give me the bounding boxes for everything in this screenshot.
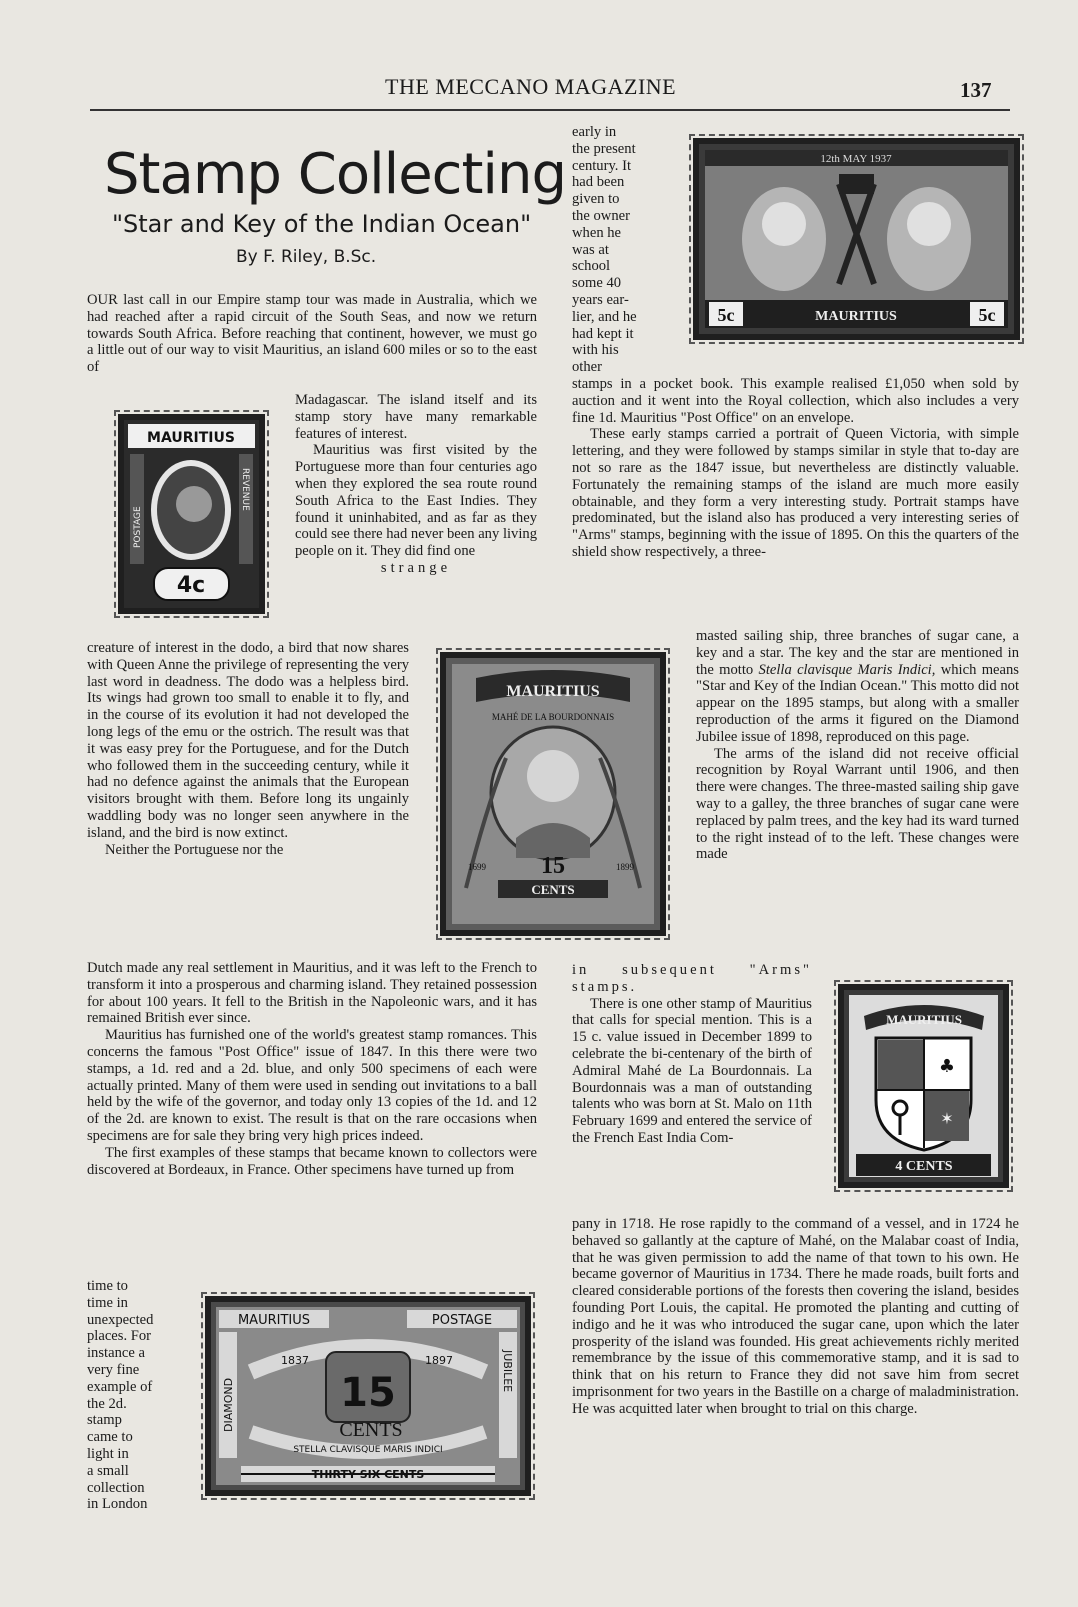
para-5: The first examples of these stamps that became known to collectors were discovered at Bordeaux, in France. Other specimens have turned up from xyxy=(87,1144,537,1178)
para-6-narrow xyxy=(572,124,672,376)
para-arms xyxy=(696,628,1019,863)
coronation-country: MAURITIUS xyxy=(815,309,897,324)
para-10 xyxy=(572,1216,1019,1418)
para-beside-4c xyxy=(295,392,537,577)
george-value: 4c xyxy=(176,573,206,598)
para-7: These early stamps carried a portrait of Queen Victoria, with simple lettering, and they were followed by stamps similar in style that to-day are not so rare as the 1847 issue, but nevertheless are distinctly valuable. Fortunately the remaining stamps of the island are much more easily obtainable, and they form a very interesting study. Portrait stamps have predominated, but the island also has produced a very interesting series of "Arms" stamps, beginning with the issue of 1895. On this the quarters of the shield show respectively, a three- xyxy=(572,426,1019,560)
george-country: MAURITIUS xyxy=(147,430,235,446)
para-1b: Madagascar. The island itself and its stamp story have many remarkable features of interest. xyxy=(295,392,537,442)
bourdonnais-stamp-image xyxy=(440,652,666,936)
arms-stamp-art xyxy=(844,990,1003,1182)
line: places. For xyxy=(87,1328,152,1345)
article-byline: By F. Riley, B.Sc. xyxy=(236,247,377,267)
para-9-block xyxy=(572,962,812,1147)
bourdonnais-country: MAURITIUS xyxy=(506,683,600,700)
jubilee-top-right: POSTAGE xyxy=(431,1313,493,1328)
arms-value: 4 CENTS xyxy=(895,1159,953,1174)
line: light in xyxy=(87,1445,129,1462)
line: time in xyxy=(87,1294,128,1311)
article-subtitle: "Star and Key of the Indian Ocean" xyxy=(112,210,532,238)
jubilee-year-left: 1837 xyxy=(281,1354,309,1367)
para-1a: OUR last call in our Empire stamp tour was made in Australia, which we had reached after a rapid circuit of the South Seas, and now we return towards South Africa. Before reaching that continent, however, we must go a little out of our way to visit Mauritius, an island 600 miles or so to the east of xyxy=(87,292,537,376)
line: the 2d. xyxy=(87,1395,127,1412)
bourdonnais-year-right: 1899 xyxy=(616,862,634,872)
para-2c: creature of interest in the dodo, a bird that now shares with Queen Anne the privilege of representing the very last word in deadness. The dodo was a helpless bird. Its wings had grown too small to enable it to fly, and in the course of its evolution it had not developed the long legs of the emu or the ostrich. The result was that it was easy prey for the Portuguese, and for the Dutch who followed them in the succeeding century, while it had no defence against the animals that the European visitors brought with them. Before long its ungainly waddling body was no longer seen anywhere in the island, and the bird is now extinct. xyxy=(87,640,409,841)
para-6b: stamps in a pocket book. This example realised £1,050 when sold by auction and it went into the Royal collection, which also includes a very fine 1d. Mauritius "Post Office" on an envelope. xyxy=(572,376,1019,426)
coronation-value-right: 5c xyxy=(978,305,996,325)
bourdonnais-scroll: MAHÉ DE LA BOURDONNAIS xyxy=(491,712,615,722)
para-2b: strange xyxy=(380,559,452,576)
star-icon: ✶ xyxy=(940,1109,954,1128)
para-7c: which means "Star and Key of the Indian Ocean." This motto did not appear on the 1895 stamps, but along with a smaller reproduction of the arms it figured on the Diamond Jubilee issue of 1898, reproduced on this page. xyxy=(696,661,1019,745)
para-9b: pany in 1718. He rose rapidly to the command of a vessel, and in 1724 he behaved so gallantly at the capture of Mahé, on the Malabar coast of India, that he was given permission to add the name of that town to his own. He became governor of Mauritius in 1734. There he made roads, built forts and cleared considerable portions of the forests then covering the island, besides founding Port Louis, the capital. He promoted the planting and cutting of indigo and he it was who introduced the sugar cane, upon which the later prosperity of the island was founded. His great achievements richly merited remembrance by the issue of this commemorative stamp, and it is sad to think that on his return to France they did not save him from secret imprisonment for two years in the Bastille on a charge of maladministration. He was acquitted later when brought to trial on this charge. xyxy=(572,1216,1019,1417)
para-4: Mauritius has furnished one of the world's greatest stamp romances. This concerns the famous "Post Office" issue of 1847. In this there were two stamps, a 1d. red and a 2d. blue, and only 500 specimens of each were actually printed. Many of them were used in sending out invitations to a ball held by the wife of the governor, and today only 13 copies of the 1d. and 12 of the 2d. are known to exist. The result is that on the rare occasions when specimens are for sale they bring very high prices indeed. xyxy=(87,1027,537,1144)
jubilee-value: 15 xyxy=(340,1370,396,1416)
george-left-label: POSTAGE xyxy=(133,506,143,548)
jubilee-stamp-image xyxy=(205,1296,531,1496)
page-number: 137 xyxy=(960,78,992,102)
arms-country: MAURITIUS xyxy=(886,1012,962,1027)
motto: Stella clavisque Maris Indici, xyxy=(758,661,936,678)
line: years ear- xyxy=(572,291,629,308)
para-8b: in subsequent "Arms" stamps. xyxy=(572,962,812,995)
line: had kept it xyxy=(572,325,634,342)
para-8: The arms of the island did not receive official recognition by Royal Warrant until 1906, and then there were changes. The three-masted sailing ship gave way to a galley, the three branches of sugar cane were replaced by palm trees, and the key had its ward turned to the right instead of to the left. These changes were made xyxy=(696,745,1019,863)
para-2a: Mauritius was first visited by the Portuguese more than four centuries ago when they explored the sea route round South Africa to the East Indies. They found it uninhabited, and as far as they could see there had never been any living people on it. They did find one xyxy=(295,442,537,560)
para-royal xyxy=(572,376,1019,561)
article-headline: Stamp Collecting xyxy=(104,142,566,207)
line: in London xyxy=(87,1496,148,1513)
jubilee-top-left: MAURITIUS xyxy=(237,1313,311,1328)
line: early in xyxy=(572,124,617,140)
line: example of xyxy=(87,1378,153,1395)
para-3a: Neither the Portuguese nor the xyxy=(105,841,284,858)
line: some 40 xyxy=(572,275,622,292)
para-dodo xyxy=(87,640,409,858)
palm-icon: ♣ xyxy=(938,1056,956,1077)
line: lier, and he xyxy=(572,308,637,325)
para-9: There is one other stamp of Mauritius that calls for special mention. This is a 15 c. value issued in December 1899 to celebrate the bi-centenary of the birth of Admiral Mahé de La Bourdonnais. La Bourdonnais was a man of outstanding talents who was born at St. Malo on 11th February 1699 and entered the service of the French East India Com- xyxy=(572,995,812,1146)
line: century. It xyxy=(572,157,632,174)
para-5-narrow xyxy=(87,1278,179,1513)
jubilee-side-right: JUBILEE xyxy=(501,1350,514,1393)
bourdonnais-value: 15 xyxy=(541,853,565,879)
bourdonnais-stamp-art xyxy=(446,658,660,930)
george-stamp-image xyxy=(118,414,265,614)
coronation-stamp-art xyxy=(699,144,1014,334)
para-7b-text: masted sailing ship, three branches of sugar cane, a key and a star. The key and the star are mentioned in the motto xyxy=(696,628,1019,678)
bourdonnais-unit: CENTS xyxy=(531,882,575,897)
line: very fine xyxy=(87,1361,140,1378)
jubilee-year-right: 1897 xyxy=(425,1354,453,1367)
jubilee-side-left: DIAMOND xyxy=(222,1377,235,1432)
coronation-stamp-image xyxy=(693,138,1020,340)
line: with his xyxy=(572,342,619,359)
para-history xyxy=(87,960,537,1178)
line: when he xyxy=(572,224,622,241)
line: the owner xyxy=(572,207,630,224)
line: the present xyxy=(572,140,636,157)
jubilee-motto: STELLA CLAVISQUE MARIS INDICI xyxy=(293,1445,443,1455)
jubilee-bottom: THIRTY SIX CENTS xyxy=(311,1468,425,1481)
line: time to xyxy=(87,1278,128,1294)
para-7b xyxy=(696,628,1019,746)
para-intro xyxy=(87,292,537,376)
coronation-banner: 12th MAY 1937 xyxy=(820,153,892,165)
jubilee-unit: CENTS xyxy=(339,1419,403,1441)
line: stamp xyxy=(87,1412,122,1429)
jubilee-stamp-art xyxy=(211,1302,525,1490)
header-rule xyxy=(90,109,1010,111)
line: school xyxy=(572,258,611,275)
line: collection xyxy=(87,1479,145,1496)
george-stamp-art xyxy=(124,420,259,608)
george-right-label: REVENUE xyxy=(240,468,250,511)
line: other xyxy=(572,359,602,376)
line: came to xyxy=(87,1429,133,1446)
coronation-value-left: 5c xyxy=(717,305,735,325)
line: a small xyxy=(87,1462,129,1479)
line: instance a xyxy=(87,1345,145,1362)
line: unexpected xyxy=(87,1311,154,1328)
line: given to xyxy=(572,191,620,208)
arms-stamp-image xyxy=(838,984,1009,1188)
line: had been xyxy=(572,174,625,191)
line: was at xyxy=(572,241,609,258)
para-3b: Dutch made any real settlement in Mauritius, and it was left to the French to transform it into a prosperous and charming island. They retained possession for about 100 years. It fell to the British in the Napoleonic wars, and it has remained British ever since. xyxy=(87,960,537,1027)
bourdonnais-year-left: 1699 xyxy=(468,862,486,872)
magazine-title: THE MECCANO MAGAZINE xyxy=(385,74,677,99)
